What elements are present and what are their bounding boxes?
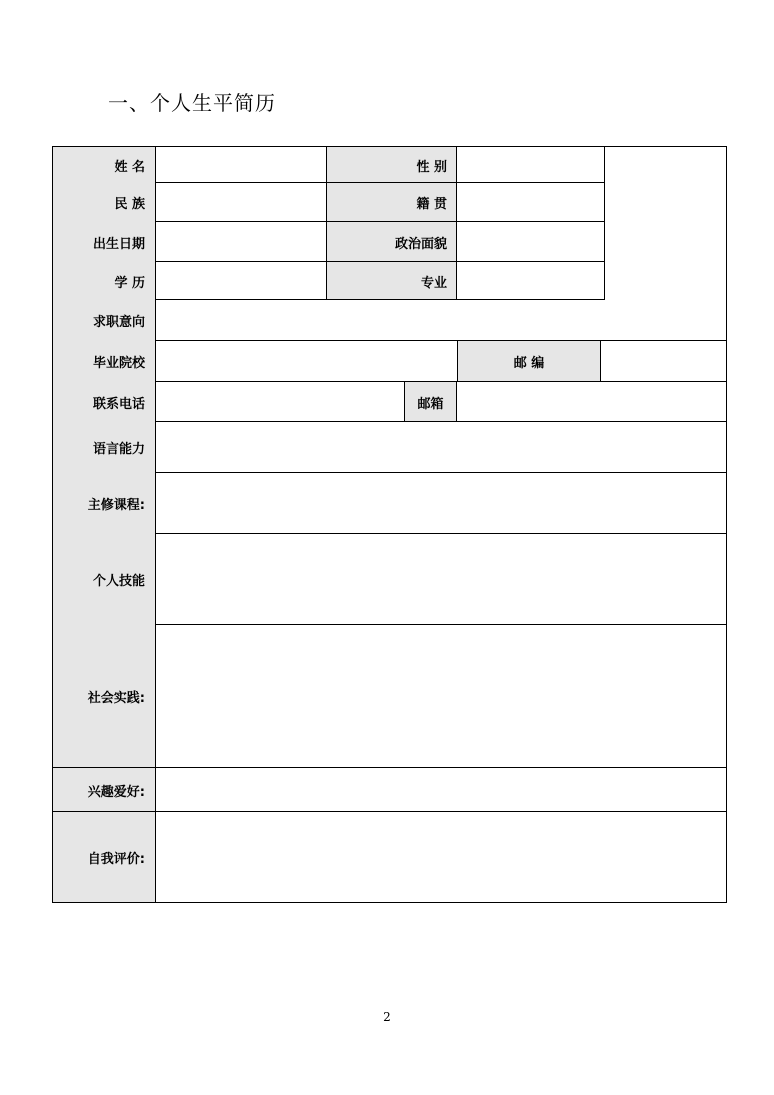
grid-line: [53, 811, 726, 812]
grid-line: [155, 146, 156, 903]
grid-line: [155, 340, 726, 341]
grid-line: [155, 624, 726, 625]
postcode-field[interactable]: [601, 341, 726, 382]
self-evaluation-label: 自我评价:: [53, 812, 155, 903]
political-status-field[interactable]: [457, 222, 604, 262]
grid-line: [326, 146, 327, 300]
ethnicity-field[interactable]: [155, 183, 327, 222]
grid-line: [600, 341, 601, 382]
phone-field[interactable]: [155, 382, 404, 422]
education-field[interactable]: [155, 262, 327, 300]
grid-line: [155, 261, 605, 262]
grid-line: [155, 381, 726, 382]
education-label: 学 历: [53, 262, 155, 300]
political-status-label: 政治面貌: [327, 222, 457, 262]
grid-line: [155, 533, 726, 534]
main-courses-field[interactable]: [155, 473, 726, 534]
personal-skills-field[interactable]: [155, 534, 726, 625]
grid-line: [53, 767, 726, 768]
personal-skills-label: 个人技能: [53, 534, 155, 625]
native-place-label: 籍 贯: [327, 183, 457, 222]
graduated-school-field[interactable]: [155, 341, 457, 382]
birth-date-label: 出生日期: [53, 222, 155, 262]
page-number: 2: [383, 1010, 391, 1024]
grid-line: [456, 146, 457, 300]
table-border-top: [53, 146, 726, 147]
grid-line: [155, 421, 726, 422]
hobbies-label: 兴趣爱好:: [53, 768, 155, 812]
postcode-label: 邮 编: [457, 341, 601, 382]
name-label: 姓 名: [53, 147, 155, 183]
social-practice-field[interactable]: [155, 625, 726, 768]
birth-date-field[interactable]: [155, 222, 327, 262]
gender-label: 性 别: [327, 147, 457, 183]
native-place-field[interactable]: [457, 183, 604, 222]
social-practice-label: 社会实践:: [53, 625, 155, 768]
grid-line: [155, 221, 605, 222]
job-intention-field[interactable]: [155, 300, 726, 341]
grid-line: [155, 182, 605, 183]
grid-line: [155, 299, 605, 300]
grid-line: [456, 382, 457, 422]
main-courses-label: 主修课程:: [53, 473, 155, 534]
grid-line: [155, 472, 726, 473]
email-label: 邮箱: [404, 382, 457, 422]
job-intention-label: 求职意向: [53, 300, 155, 341]
hobbies-field[interactable]: [155, 768, 726, 812]
page-title: 一、个人生平简历: [108, 91, 276, 115]
grid-line: [404, 382, 405, 422]
graduated-school-label: 毕业院校: [53, 341, 155, 382]
grid-line: [604, 146, 605, 300]
email-field[interactable]: [457, 382, 726, 422]
major-label: 专业: [327, 262, 457, 300]
language-ability-field[interactable]: [155, 422, 726, 473]
major-field[interactable]: [457, 262, 604, 300]
table-border-right: [726, 146, 727, 903]
table-border-left: [52, 146, 53, 903]
phone-label: 联系电话: [53, 382, 155, 422]
grid-line: [457, 341, 458, 382]
self-evaluation-field[interactable]: [155, 812, 726, 903]
ethnicity-label: 民 族: [53, 183, 155, 222]
name-field[interactable]: [155, 147, 327, 183]
photo-area[interactable]: [604, 147, 726, 300]
gender-field[interactable]: [457, 147, 604, 183]
language-ability-label: 语言能力: [53, 422, 155, 473]
